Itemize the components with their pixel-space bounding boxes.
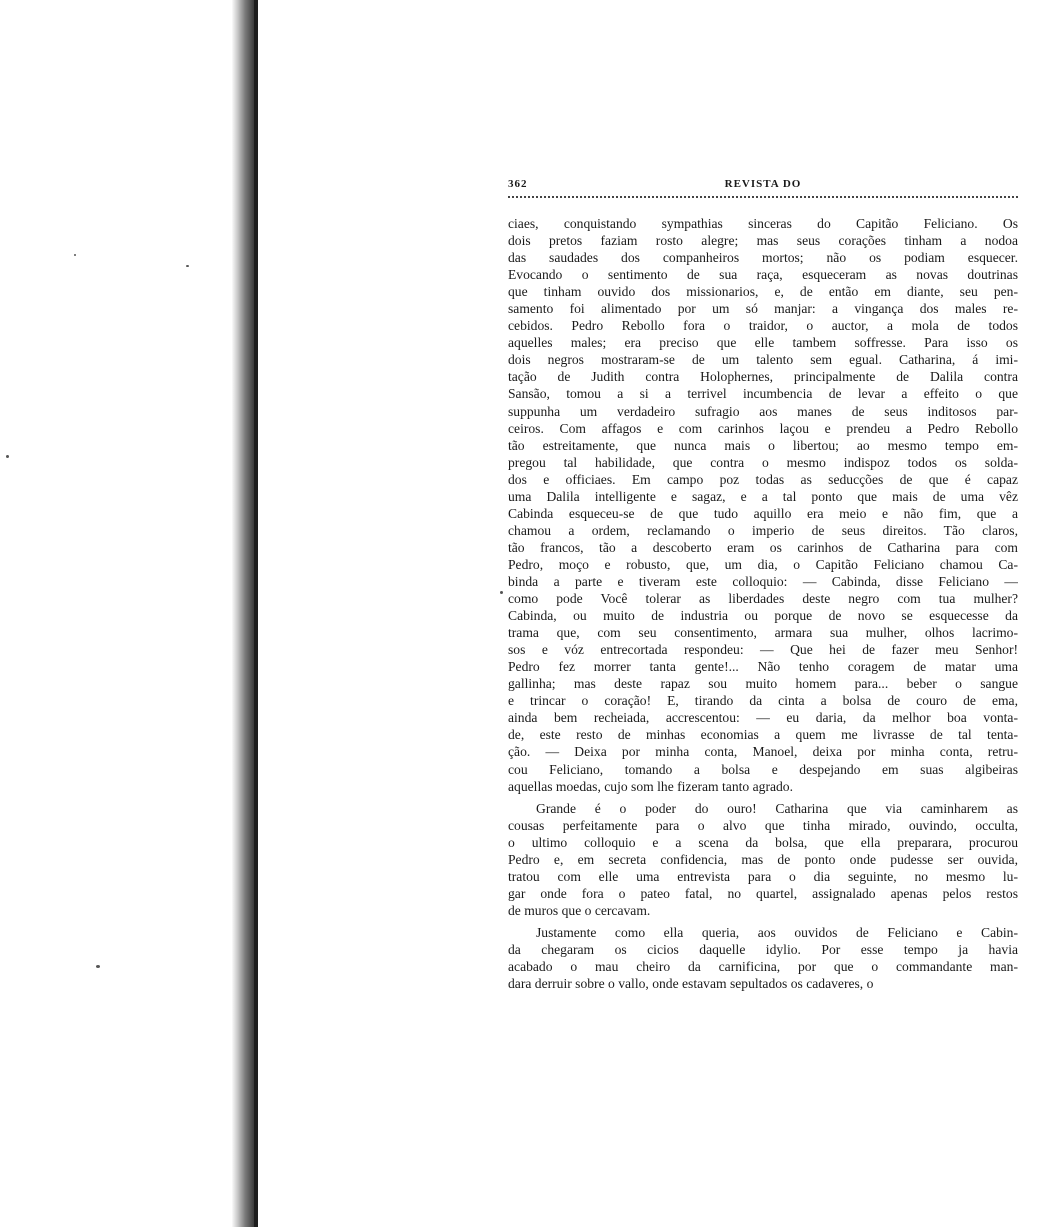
text-line: das saudades dos companheiros mortos; não os podiam esquecer.	[508, 250, 1018, 266]
text-line: chamou a ordem, reclamando o imperio de seus direitos. Tão claros,	[508, 522, 1018, 538]
text-line: gar onde fora o pateo fatal, no quartel, assignalado apenas pelos restos	[508, 885, 1018, 901]
text-line: Justamente como ella queria, aos ouvidos de Feliciano e Cabin-	[536, 924, 1018, 940]
text-line: cousas perfeitamente para o alvo que tinha mirado, ouvindo, occulta,	[508, 817, 1018, 833]
text-line: samento foi alimentado por um só manjar: a vingança dos males re-	[508, 301, 1018, 317]
text-line: da chegaram os cicios daquelle idylio. Por esse tempo ja havia	[508, 941, 1018, 957]
book-binding-shadow	[232, 0, 254, 1227]
text-line: tratou com elle uma entrevista para o dia seguinte, no mesmo lu-	[508, 868, 1018, 884]
text-line: dois negros mostraram-se de um talento sem egual. Catharina, á imi-	[508, 352, 1018, 368]
text-line: o ultimo colloquio e a scena da bolsa, que ella preparara, procurou	[508, 834, 1018, 850]
text-line: e trincar o coração! E, tirando da cinta a bolsa de couro de ema,	[508, 693, 1018, 709]
running-head	[508, 174, 1018, 194]
text-line: Pedro, moço e robusto, que, um dia, o Capitão Feliciano chamou Ca-	[508, 556, 1018, 572]
text-line: de muros que o cercavam.	[508, 902, 651, 918]
text-line: ainda bem recheiada, accrescentou: — eu daria, da melhor boa vonta-	[508, 710, 1018, 726]
text-line: tão francos, tão a descoberto eram os carinhos de Catharina para com	[508, 539, 1018, 555]
text-line: aquellas moedas, cujo som lhe fizeram tanto agrado.	[508, 778, 793, 794]
text-line: dos e officiaes. Em campo poz todas as seducções de que é capaz	[508, 471, 1018, 487]
text-line: gallinha; mas deste rapaz sou muito homem para... beber o sangue	[508, 676, 1018, 692]
text-line: ção. — Deixa por minha conta, Manoel, deixa por minha conta, retru-	[508, 744, 1018, 760]
text-line: binda a parte e tiveram este colloquio: — Cabinda, disse Feliciano —	[508, 573, 1018, 589]
running-title: REVISTA DO	[724, 178, 802, 190]
paragraph	[508, 215, 1018, 795]
text-line: cebidos. Pedro Rebollo fora o traidor, o auctor, a mola de todos	[508, 318, 1018, 334]
text-line: que tinham ouvido dos missionarios, e, de então em diante, seu pen-	[508, 284, 1018, 300]
paragraph	[508, 924, 1018, 992]
text-line: Grande é o poder do ouro! Catharina que via caminharem as	[536, 800, 1018, 816]
text-line: aquelles males; era preciso que elle tambem soffresse. Para isso os	[508, 335, 1018, 351]
scan-speck	[186, 265, 189, 267]
text-line: tão estreitamente, que nunca mais o libertou; ao mesmo tempo em-	[508, 437, 1018, 453]
scan-speck	[500, 591, 503, 594]
text-line: ceiros. Com affagos e com carinhos laçou e prendeu a Pedro Rebollo	[508, 420, 1018, 436]
scan-speck	[6, 455, 9, 458]
text-line: dara derruir sobre o vallo, onde estavam sepultados os cadaveres, o	[508, 976, 874, 992]
text-line: dois pretos faziam rosto alegre; mas seus corações tinham a nodoa	[508, 233, 1018, 249]
text-line: suppunha um verdadeiro sufragio aos manes de seus inditosos par-	[508, 403, 1018, 419]
header-rule	[508, 196, 1018, 198]
text-line: Sansão, tomou a si a terrivel incumbencia de levar a effeito o que	[508, 386, 1018, 402]
body-text	[508, 215, 1018, 992]
text-line: como pode Você tolerar as liberdades deste negro com tua mulher?	[508, 591, 1018, 607]
text-line: trama que, com seu consentimento, armara sua mulher, olhos lacrimo-	[508, 625, 1018, 641]
text-line: Evocando o sentimento de sua raça, esqueceram as novas doutrinas	[508, 267, 1018, 283]
text-line: Cabinda esqueceu-se de que tudo aquillo era meio e não fim, que a	[508, 505, 1018, 521]
text-line: tação de Judith contra Holophernes, principalmente de Dalila contra	[508, 369, 1018, 385]
text-line: sos e vóz entrecortada respondeu: — Que hei de fazer meu Senhor!	[508, 642, 1018, 658]
text-line: Pedro e, em secreta confidencia, mas de ponto onde pudesse ser ouvida,	[508, 851, 1018, 867]
text-line: Pedro fez morrer tanta gente!... Não tenho coragem de matar uma	[508, 659, 1018, 675]
scan-speck	[96, 965, 100, 968]
scan-speck	[74, 254, 76, 256]
text-line: ciaes, conquistando sympathias sinceras do Capitão Feliciano. Os	[508, 216, 1018, 231]
text-line: de, este resto de minhas economias a quem me livrasse de tal tenta-	[508, 727, 1018, 743]
page-gutter-edge	[254, 0, 258, 1227]
text-line: Cabinda, ou muito de industria ou porque de novo se esquecesse da	[508, 608, 1018, 624]
text-line: cou Feliciano, tomando a bolsa e despejando em suas algibeiras	[508, 761, 1018, 777]
text-line: uma Dalila intelligente e sagaz, e a tal ponto que mais de uma vêz	[508, 488, 1018, 504]
paragraph	[508, 800, 1018, 919]
text-line: acabado o mau cheiro da carnificina, por que o commandante man-	[508, 959, 1018, 975]
page-number: 362	[508, 178, 528, 190]
text-line: pregou tal habilidade, que contra o mesmo indispoz todos os solda-	[508, 454, 1018, 470]
